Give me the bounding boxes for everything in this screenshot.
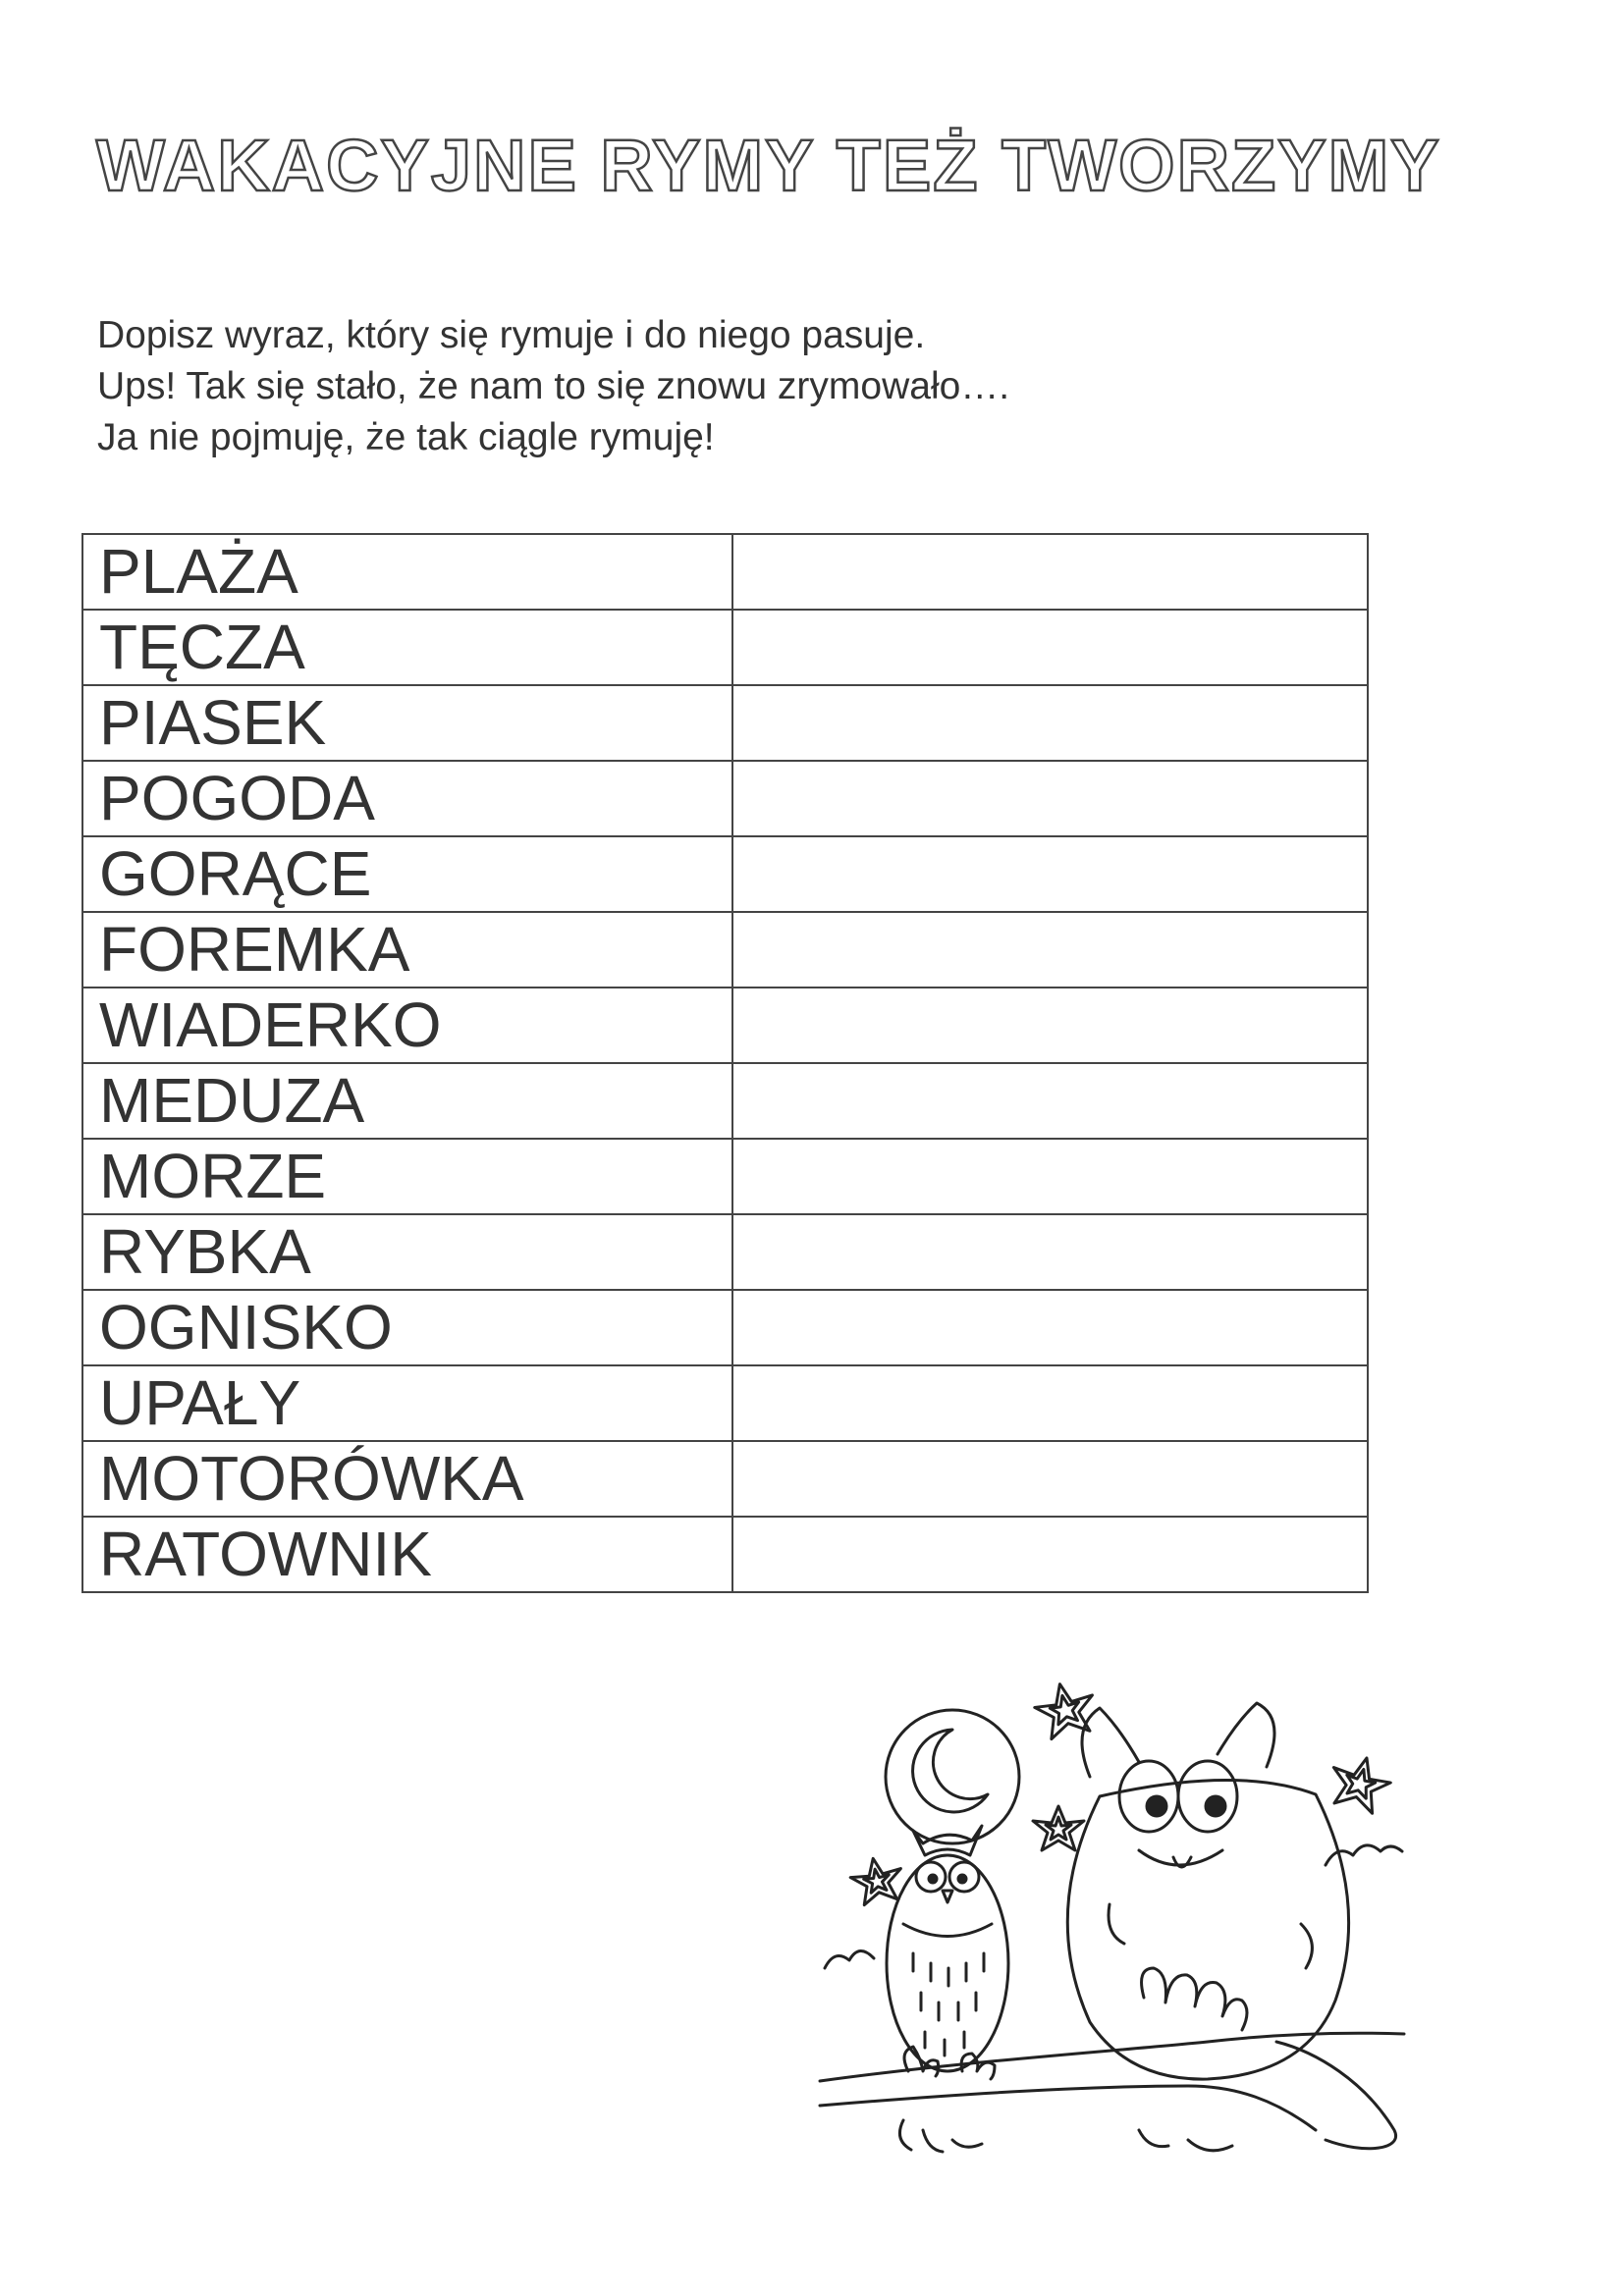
answer-cell[interactable] bbox=[732, 912, 1368, 988]
answer-cell[interactable] bbox=[732, 1214, 1368, 1290]
word-cell: GORĄCE bbox=[82, 836, 732, 912]
table-row bbox=[82, 912, 1368, 988]
star-icon bbox=[1325, 1750, 1395, 1816]
table-row bbox=[82, 1139, 1368, 1214]
owls-under-moon-icon bbox=[815, 1669, 1443, 2179]
instruction-line: Ups! Tak się stało, że nam to się znowu zrymowało…. bbox=[97, 365, 1010, 407]
answer-cell[interactable] bbox=[732, 534, 1368, 610]
small-owl-icon bbox=[887, 1826, 1008, 2079]
word-cell: POGODA bbox=[82, 761, 732, 836]
word-cell: RATOWNIK bbox=[82, 1517, 732, 1592]
answer-cell[interactable] bbox=[732, 1365, 1368, 1441]
table-row bbox=[82, 1290, 1368, 1365]
answer-cell[interactable] bbox=[732, 1290, 1368, 1365]
rhyme-table bbox=[81, 533, 1369, 1593]
table-row bbox=[82, 610, 1368, 685]
instruction-line: Dopisz wyraz, który się rymuje i do niego pasuje. bbox=[97, 314, 926, 356]
answer-cell[interactable] bbox=[732, 988, 1368, 1063]
word-cell: UPAŁY bbox=[82, 1365, 732, 1441]
answer-cell[interactable] bbox=[732, 1517, 1368, 1592]
word-cell: PIASEK bbox=[82, 685, 732, 761]
table-row bbox=[82, 836, 1368, 912]
table-row bbox=[82, 1441, 1368, 1517]
word-cell: RYBKA bbox=[82, 1214, 732, 1290]
answer-cell[interactable] bbox=[732, 761, 1368, 836]
table-row bbox=[82, 1365, 1368, 1441]
answer-cell[interactable] bbox=[732, 1139, 1368, 1214]
worksheet-title: WAKACYJNE RYMY TEŻ TWORZYMY bbox=[96, 125, 1441, 206]
table-row bbox=[82, 534, 1368, 610]
star-icon bbox=[1031, 1678, 1100, 1740]
table-row bbox=[82, 685, 1368, 761]
word-cell: TĘCZA bbox=[82, 610, 732, 685]
table-row bbox=[82, 988, 1368, 1063]
word-cell: FOREMKA bbox=[82, 912, 732, 988]
word-cell: OGNISKO bbox=[82, 1290, 732, 1365]
table-row bbox=[82, 761, 1368, 836]
word-cell: MORZE bbox=[82, 1139, 732, 1214]
table-row bbox=[82, 1517, 1368, 1592]
word-cell: PLAŻA bbox=[82, 534, 732, 610]
word-cell: MEDUZA bbox=[82, 1063, 732, 1139]
answer-cell[interactable] bbox=[732, 836, 1368, 912]
word-cell: MOTORÓWKA bbox=[82, 1441, 732, 1517]
moon-icon bbox=[886, 1710, 1019, 1843]
answer-cell[interactable] bbox=[732, 685, 1368, 761]
instructions bbox=[97, 310, 1009, 463]
answer-cell[interactable] bbox=[732, 1441, 1368, 1517]
word-cell: WIADERKO bbox=[82, 988, 732, 1063]
big-owl-icon bbox=[1067, 1703, 1348, 2079]
instruction-line: Ja nie pojmuję, że tak ciągle rymuję! bbox=[97, 416, 715, 458]
answer-cell[interactable] bbox=[732, 1063, 1368, 1139]
star-icon bbox=[1033, 1806, 1084, 1850]
owls-illustration bbox=[815, 1669, 1443, 2179]
table-row bbox=[82, 1214, 1368, 1290]
answer-cell[interactable] bbox=[732, 610, 1368, 685]
table-row bbox=[82, 1063, 1368, 1139]
